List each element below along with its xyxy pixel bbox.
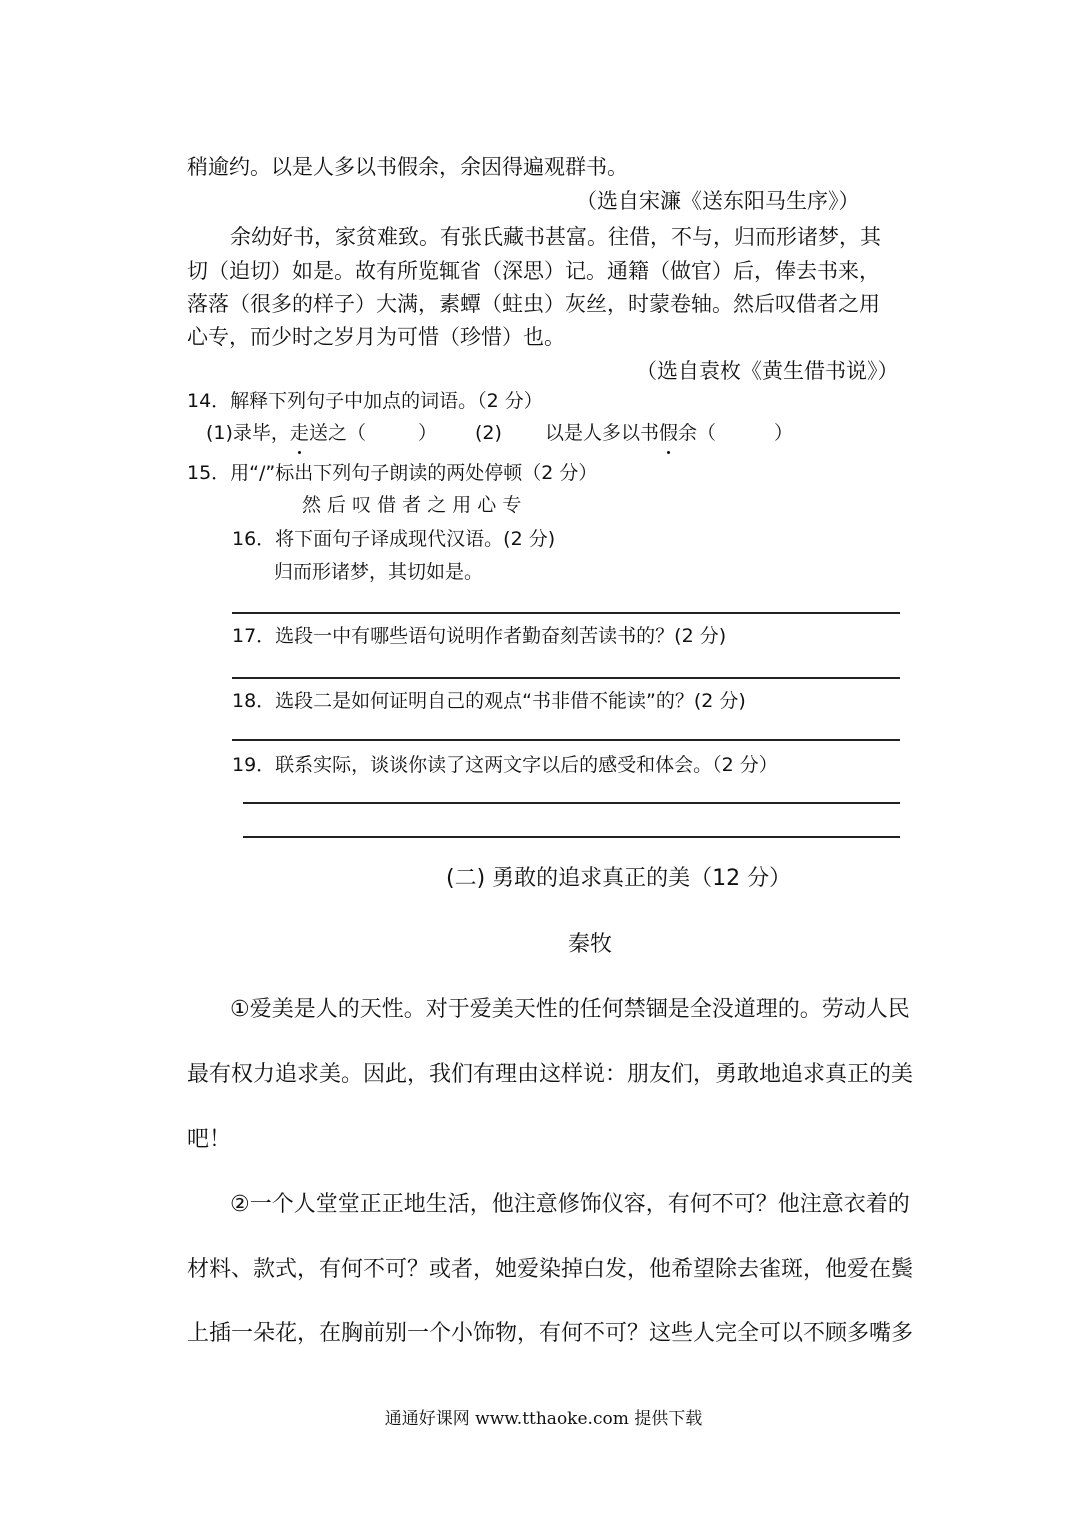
page-footer: 通通好课网 www.tthaoke.com 提供下载 <box>384 1409 703 1429</box>
section2-para-line-6: 上插一朵花，在胸前别一个小饰物，有何不可？这些人完全可以不顾多嘴多 <box>187 1321 914 1346</box>
q17-title: 17．选段一中有哪些语句说明作者勤奋刻苦读书的？(2 分) <box>232 625 727 647</box>
q19-answer-line-1[interactable] <box>243 802 900 804</box>
q19-title: 19．联系实际，谈谈你读了这两文字以后的感受和体会。（2 分） <box>232 754 778 776</box>
q15-title: 15．用“/”标出下列句子朗读的两处停顿（2 分） <box>187 462 598 484</box>
passage2-line-1: 余幼好书，家贫难致。有张氏藏书甚富。往借，不与，归而形诸梦，其 <box>230 225 881 249</box>
section2-para-line-3: 吧！ <box>187 1127 232 1152</box>
q18-answer-line[interactable] <box>232 739 900 741</box>
section2-heading: (二) 勇敢的追求真正的美（12 分） <box>446 866 792 891</box>
q14-title: 14．解释下列句子中加点的词语。（2 分） <box>187 390 543 412</box>
passage2-line-3: 落落（很多的样子）大满，素蟫（蛀虫）灰丝，时蒙卷轴。然后叹借者之用 <box>187 292 880 316</box>
q14-item-2-pre: 以是人多以书 <box>545 422 660 444</box>
section2-para-line-5: 材料、款式，有何不可？或者，她爱染掉白发，他希望除去雀斑，他爱在鬓 <box>187 1257 914 1282</box>
q17-answer-line[interactable] <box>232 677 900 679</box>
q14-item-1-post: 送之（ <box>308 422 366 444</box>
q18-title: 18．选段二是如何证明自己的观点“书非借不能读”的？(2 分) <box>232 690 746 712</box>
passage1-source: （选自宋濂《送东阳马生序》） <box>576 189 860 213</box>
q14-dotted-word-2: 假 <box>659 418 678 448</box>
q14-item-1 <box>206 418 437 448</box>
q16-answer-line[interactable] <box>232 612 900 614</box>
q14-item-1-close: ） <box>417 422 437 444</box>
q14-dotted-word-1: 走 <box>290 418 309 448</box>
section2-para-line-4: ②一个人堂堂正正地生活，他注意修饰仪容，有何不可？他注意衣着的 <box>230 1192 910 1217</box>
passage1-line: 稍逾约。以是人多以书假余，余因得遍观群书。 <box>187 155 628 179</box>
section2-para-line-1: ①爱美是人的天性。对于爱美天性的任何禁锢是全没道理的。劳动人民 <box>230 997 910 1022</box>
passage2-source: （选自袁枚《黄生借书说》） <box>636 359 899 383</box>
passage2-line-4: 心专，而少时之岁月为可惜（珍惜）也。 <box>187 325 565 349</box>
q19-answer-line-2[interactable] <box>243 836 900 838</box>
q14-item-2-num: (2) <box>475 422 502 444</box>
q16-sentence: 归而形诸梦，其切如是。 <box>274 561 484 583</box>
passage2-line-2: 切（迫切）如是。故有所览辄省（深思）记。通籍（做官）后，俸去书来， <box>187 259 880 283</box>
section2-para-line-2: 最有权力追求美。因此，我们有理由这样说：朋友们，勇敢地追求真正的美 <box>187 1062 914 1087</box>
q14-item-2-post: 余（ <box>678 422 717 444</box>
q14-item-2 <box>545 418 793 448</box>
q16-title: 16．将下面句子译成现代汉语。(2 分) <box>232 528 556 550</box>
section2-author: 秦牧 <box>568 932 613 957</box>
q15-sentence: 然 后 叹 借 者 之 用 心 专 <box>302 494 522 516</box>
q14-item-1-pre: (1)录毕， <box>206 422 290 444</box>
q14-item-2-close: ） <box>774 422 794 444</box>
